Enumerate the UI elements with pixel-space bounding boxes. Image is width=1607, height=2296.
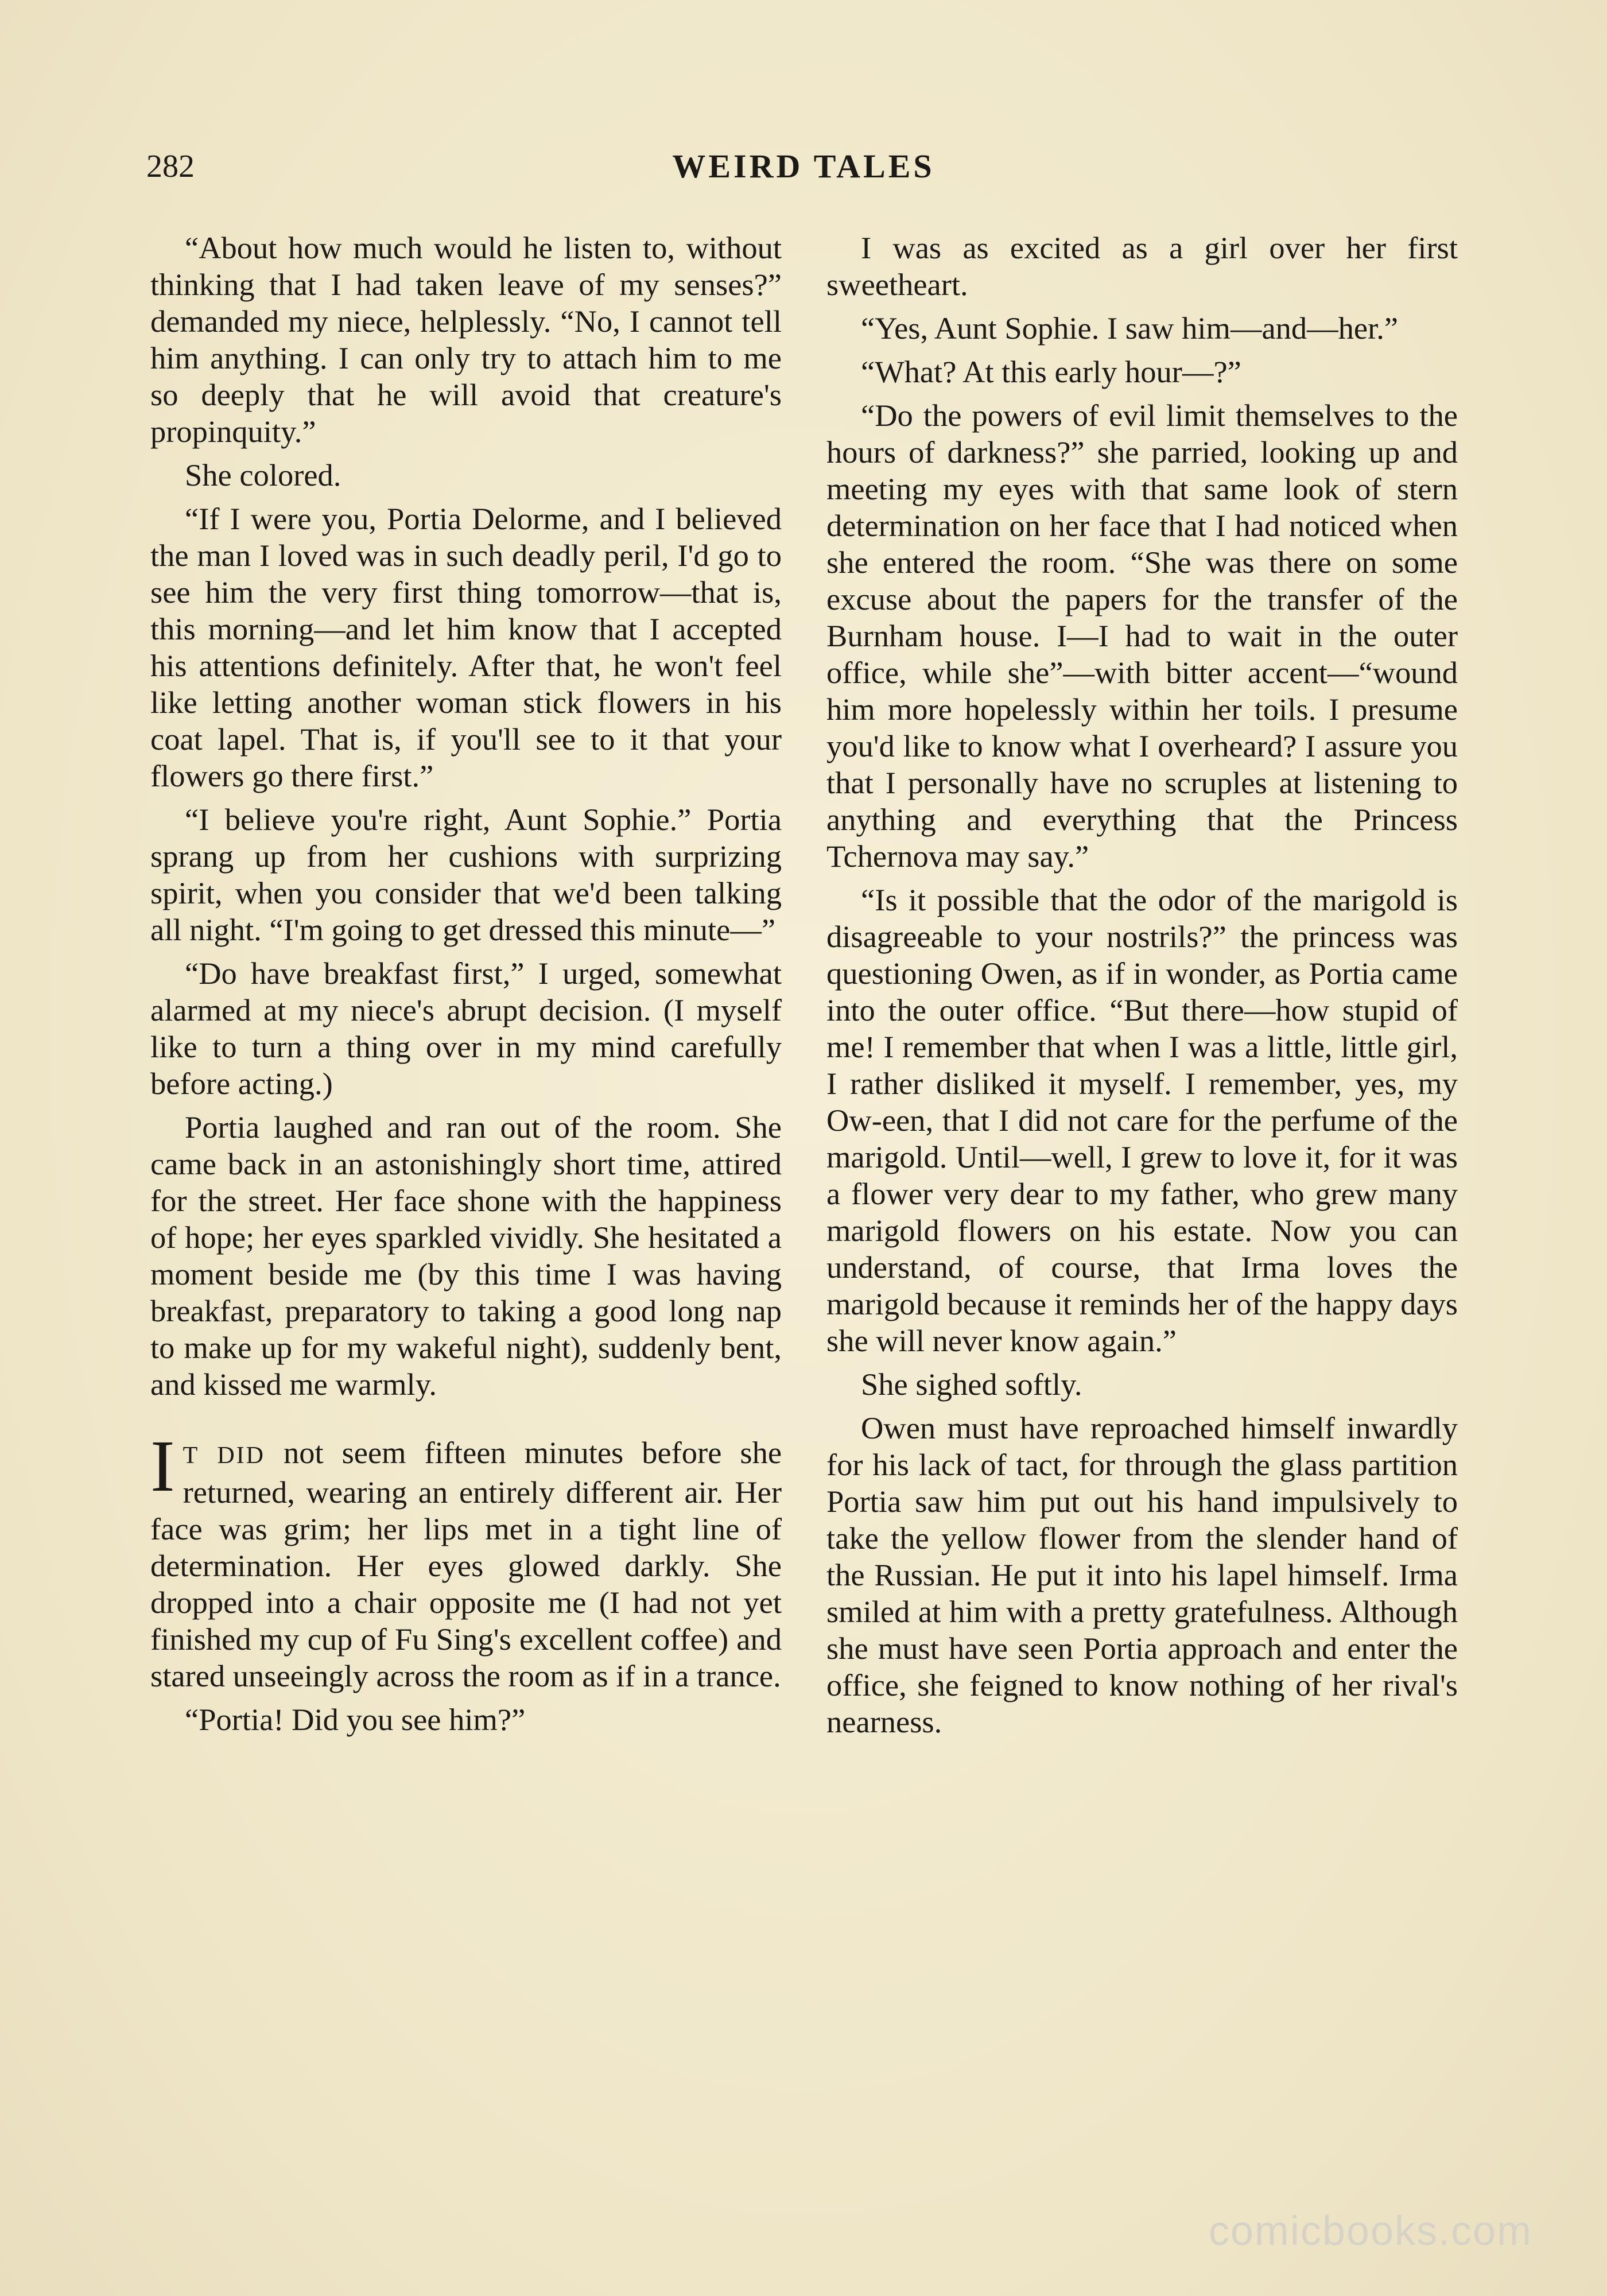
paragraph: “Yes, Aunt Sophie. I saw him—and—her.” — [861, 311, 1399, 346]
drop-cap: I — [150, 1425, 175, 1507]
paragraph: “Do have breakfast first,” I urged, somewhat alarmed at my niece's abrupt decision. (I myself like to turn a thing over in my mind carefully before acting.) — [150, 956, 782, 1101]
paragraph: I was as excited as a girl over her first sweetheart. — [826, 230, 1458, 302]
paragraph: “Is it possible that the odor of the marigold is disagreeable to your nostrils?” the princess was questioning Owen, as if in wonder, as Portia came into the outer office. “But there—how stupid of me! I remember that when I was a little, little girl, I rather disliked it myself. I remember, yes, my Ow-een, that I did not care for the perfume of the marigold. Until—well, I grew to love it, for it was a flower very dear to my father, who grew many marigold flowers on his estate. Now you can understand, of course, that Irma loves the marigold because it reminds her of the happy days she will never know again.” — [826, 882, 1458, 1358]
paragraph: “If I were you, Portia Delorme, and I believed the man I loved was in such deadly peril, I'd go to see him the very first thing tomorrow—that is, this morning—and let him know that I accepted his attentions definitely. After that, he won't feel like letting another woman stick flowers in his coat lapel. That is, if you'll see to it that your flowers go there first.” — [150, 501, 782, 793]
paragraph: She colored. — [185, 457, 341, 492]
section-opening-paragraph — [150, 1425, 782, 1694]
page-number: 282 — [146, 149, 195, 184]
page-header — [146, 144, 1461, 189]
paragraph: “What? At this early hour—?” — [861, 354, 1241, 389]
running-title: WEIRD TALES — [672, 148, 935, 185]
watermark: comicbooks.com — [1208, 2208, 1532, 2254]
paragraph: She sighed softly. — [861, 1367, 1082, 1402]
paragraph: “I believe you're right, Aunt Sophie.” Portia sprang up from her cushions with surprizing spirit, when you consider that we'd been talking all night. “I'm going to get dressed this minute—” — [150, 802, 782, 947]
paragraph-text: not seem fifteen minutes before she returned, wearing an entirely different air. Her face was grim; her lips met in a tight line of determination. Her eyes glowed darkly. She dropped into a chair opposite me (I had not yet finished my cup of Fu Sing's excellent coffee) and stared unseeingly across the room as if in a trance. — [150, 1435, 782, 1693]
paragraph: “Do the powers of evil limit themselves to the hours of darkness?” she parried, looking up and meeting my eyes with that same look of stern determination on her face that I had noticed when she entered the room. “She was there on some excuse about the papers for the transfer of the Burnham house. I—I had to wait in the outer office, while she”—with bitter accent—“wound him more hopelessly within her toils. I presume you'd like to know what I overheard? I assure you that I personally have no scruples at listening to anything and everything that the Princess Tchernova may say.” — [826, 398, 1458, 874]
left-column — [150, 230, 782, 1745]
paragraph: “Portia! Did you see him?” — [185, 1702, 526, 1737]
paragraph: Portia laughed and ran out of the room. She came back in an astonishingly short time, attired for the street. Her face shone with the happiness of hope; her eyes sparkled vividly. She hesitated a moment beside me (by this time I was having breakfast, preparatory to taking a good long nap to make up for my wakeful night), suddenly bent, and kissed me warmly. — [150, 1110, 782, 1402]
paragraph: Owen must have reproached himself inwardly for his lack of tact, for through the glass partition Portia saw him put out his hand impulsively to take the yellow flower from the slender hand of the Russian. He put it into his lapel himself. Irma smiled at him with a pretty gratefulness. Although she must have seen Portia approach and enter the office, she feigned to know nothing of her rival's nearness. — [826, 1410, 1458, 1739]
small-caps-lead: T DID — [183, 1442, 266, 1469]
paragraph: “About how much would he listen to, without thinking that I had taken leave of my senses?” demanded my niece, helplessly. “No, I cannot tell him anything. I can only try to attach him to me so deeply that he will avoid that creature's propinquity.” — [150, 230, 782, 449]
right-column — [826, 230, 1458, 1747]
